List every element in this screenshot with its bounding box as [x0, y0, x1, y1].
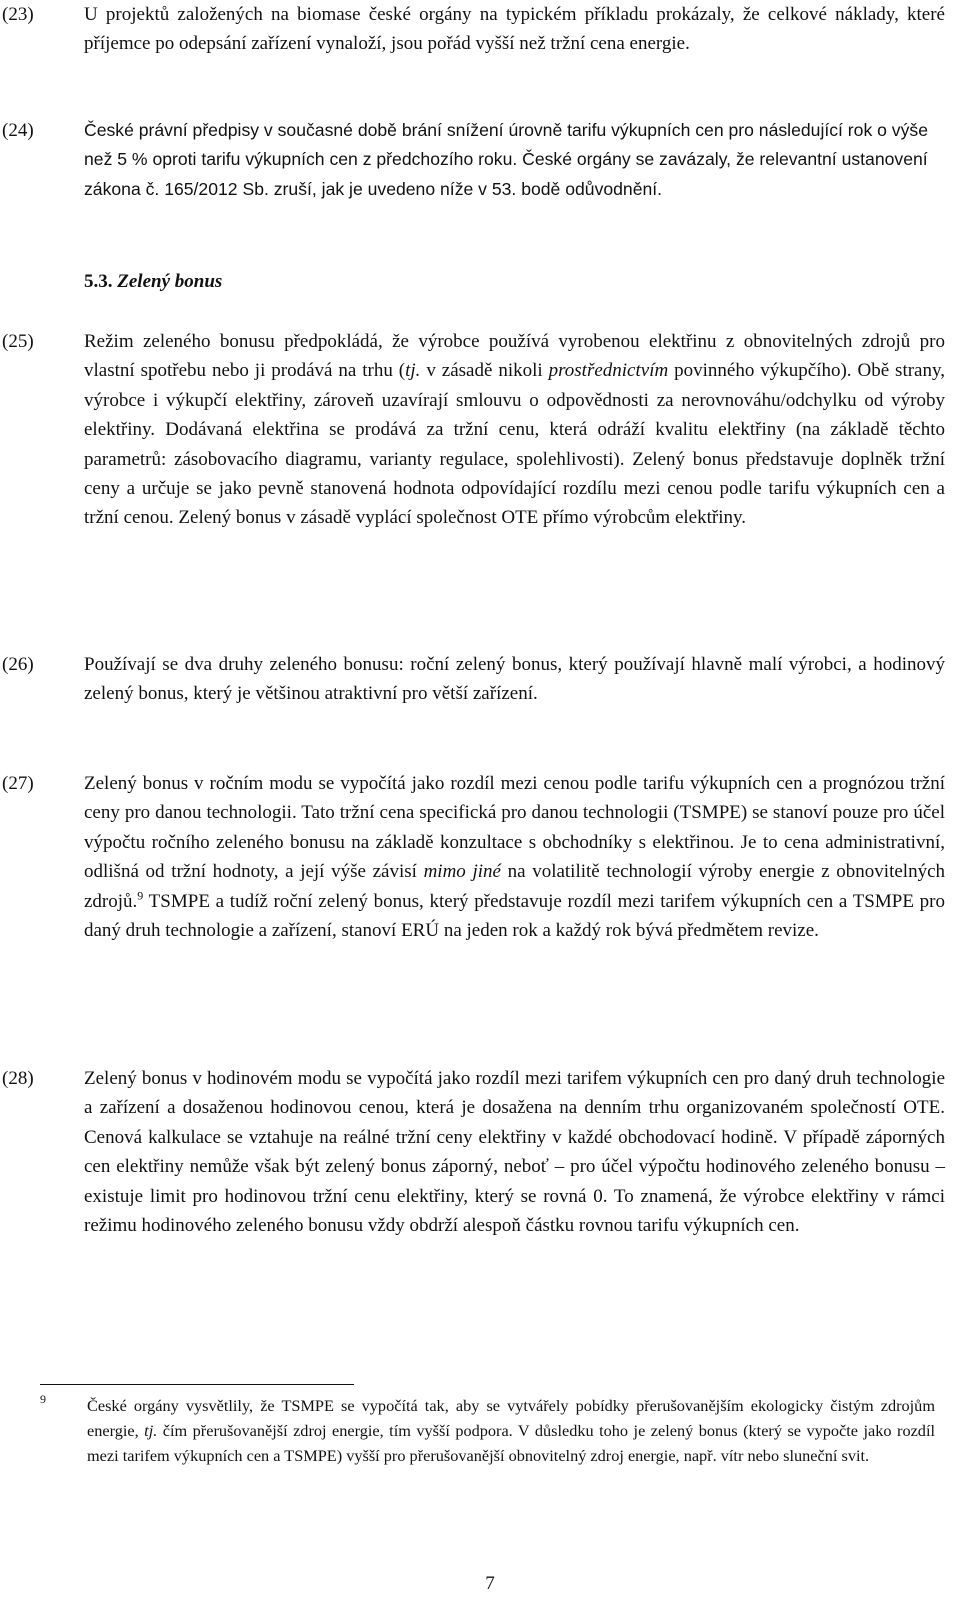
paragraph-25: [0, 327, 945, 533]
paragraph-text: Používají se dva druhy zeleného bonusu: roční zelený bonus, který používají hlavně malí výrobci, a hodinový zelený bonus, který je většinou atraktivní pro větší zařízení.: [84, 654, 945, 705]
italic-run: mimo jiné: [423, 861, 501, 883]
footnote-reference[interactable]: 9: [137, 888, 144, 903]
paragraph-number: (28): [2, 1068, 34, 1089]
paragraph-number: (24): [2, 120, 34, 141]
paragraph-24: [0, 116, 945, 204]
paragraph-text: České právní předpisy v současné době brání snížení úrovně tarifu výkupních cen pro následující rok o výše než 5 % oproti tarifu výkupních cen z předchozího roku. České orgány se zavázaly, že relevantní ustanovení zákona č. 165/2012 Sb. zruší, jak je uvedeno níže v 53. bodě odůvodnění.: [84, 120, 928, 199]
text-run: TSMPE a tudíž roční zelený bonus, který představuje rozdíl mezi tarifem výkupních cen a TSMPE pro daný druh technologie a zařízení, stanoví ERÚ na jeden rok a každý rok bývá předmětem revize.: [84, 890, 945, 942]
paragraph-27: [0, 769, 945, 945]
text-run: České orgány vysvětlily, že TSMPE se vypočítá tak, aby se vytvářely pobídky přerušovanějším ekologicky čistým zdrojům energie,: [87, 1396, 935, 1440]
paragraph-28: [0, 1064, 945, 1240]
paragraph-number: (27): [2, 773, 34, 794]
paragraph-26: [0, 650, 945, 709]
text-run: Zelený bonus v ročním modu se vypočítá jako rozdíl mezi cenou podle tarifu výkupních cen a prognózou tržní ceny pro danou technologii. Tato tržní cena specifická pro danou technologii (TSMPE) se stanoví pouze pro účel výpočtu ročního zeleného bonusu na základě konzultace s obchodníky s elektřinou. Je to cena administrativní, odlišná od tržní hodnoty, a její výše závisí: [84, 773, 945, 883]
text-run: čím přerušovanější zdroj energie, tím vyšší podpora. V důsledku toho je zelený bonus (který se vypočte jako rozdíl mezi tarifem výkupních cen a TSMPE) vyšší pro přerušovanější obnovitelný zdroj energie, např. vítr nebo sluneční svit.: [87, 1421, 935, 1465]
footnote-mark: 9: [40, 1392, 46, 1406]
section-number: 5.3.: [84, 271, 113, 292]
paragraph-text: [84, 769, 945, 945]
text-run: Režim zeleného bonusu předpokládá, že výrobce používá vyrobenou elektřinu z obnovitelných zdrojů pro vlastní spotřebu nebo ji prodává na trhu (: [84, 331, 945, 382]
footnote: [40, 1393, 935, 1468]
italic-run: prostřednictvím: [548, 360, 669, 382]
italic-run: tj.: [144, 1421, 158, 1440]
text-run: povinného výkupčího). Obě strany, výrobce i výkupčí elektřiny, zároveň uzavírají smlouvu o odpovědnosti za nerovnováhu/odchylku od výroby elektřiny. Dodávaná elektřina se prodává za tržní cenu, která odráží kvalitu elektřiny (na základě těchto parametrů: zásobovacího diagramu, varianty regulace, spolehlivosti). Zelený bonus představuje doplněk tržní ceny a určuje se jako pevně stanovená hodnota odpovídající rozdílu mezi cenou podle tarifu výkupních cen a tržní cenou. Zelený bonus v zásadě vyplácí společnost OTE přímo výrobcům elektřiny.: [84, 360, 945, 529]
paragraph-text: Zelený bonus v hodinovém modu se vypočítá jako rozdíl mezi tarifem výkupních cen pro daný druh technologie a zařízení a dosaženou hodinovou cenou, která je dosažena na denním trhu organizovaném společností OTE. Cenová kalkulace se vztahuje na reálné tržní ceny elektřiny v každé obchodovací hodině. V případě záporných cen elektřiny nemůže však být zelený bonus záporný, neboť – pro účel výpočtu hodinového zeleného bonusu – existuje limit pro hodinovou tržní cenu elektřiny, který se rovná 0. To znamená, že výrobce elektřiny v rámci režimu hodinového zeleného bonusu vždy obdrží alespoň částku rovnou tarifu výkupních cen.: [84, 1068, 945, 1237]
paragraph-text: U projektů založených na biomase české orgány na typickém příkladu prokázaly, že celkové náklady, které příjemce po odepsání zařízení vynaloží, jsou pořád vyšší než tržní cena energie.: [84, 4, 945, 55]
italic-run: tj.: [405, 360, 421, 382]
text-run: v zásadě nikoli: [420, 360, 549, 382]
paragraph-number: (26): [2, 654, 34, 675]
page-number: 7: [485, 1573, 495, 1594]
paragraph-23: [0, 0, 945, 59]
section-heading: [84, 267, 222, 296]
paragraph-text: [84, 327, 945, 533]
footnote-separator: [40, 1384, 354, 1385]
text-run: na volatilitě technologií výroby energie z obnovitelných zdrojů.: [84, 861, 945, 912]
paragraph-number: (25): [2, 331, 34, 352]
footnote-text: [87, 1393, 935, 1468]
paragraph-number: (23): [2, 4, 34, 25]
section-title: Zelený bonus: [117, 271, 223, 292]
